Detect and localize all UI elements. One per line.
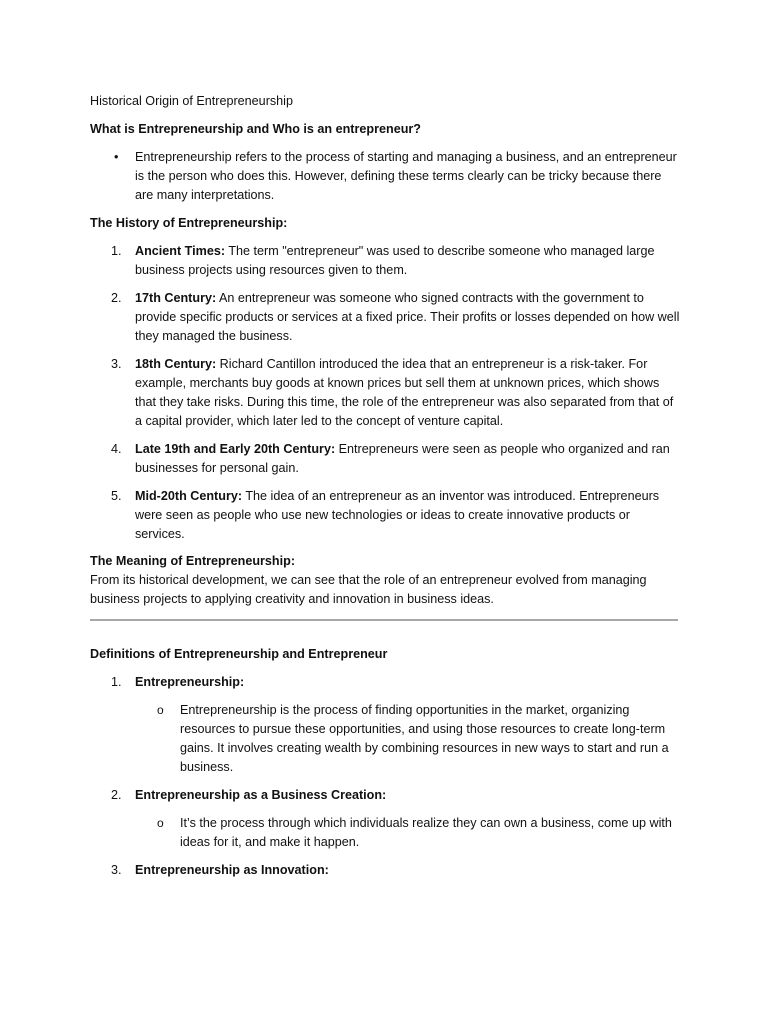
list-item	[90, 242, 680, 280]
list-number: 1.	[111, 675, 122, 689]
list-item	[90, 861, 680, 880]
list-item	[90, 786, 680, 852]
list-item	[135, 814, 680, 852]
bullet-icon: •	[114, 150, 119, 164]
circle-bullet-icon: o	[157, 703, 164, 717]
list-item	[135, 701, 680, 777]
history-item-text: The idea of an entrepreneur as an inventor was introduced. Entrepreneurs were seen as people who use new technologies or ideas to create innovative products or services.	[135, 489, 660, 541]
list-number: 1.	[111, 244, 122, 258]
list-number: 3.	[111, 357, 122, 371]
history-list	[90, 242, 680, 544]
document-page	[90, 92, 680, 889]
definition-item-label: Entrepreneurship as a Business Creation:	[135, 788, 387, 802]
horizontal-divider	[90, 619, 678, 621]
history-item-text: An entrepreneur was someone who signed contracts with the government to provide specific products or services at a fixed price. Their profits or losses depended on how well they managed the business.	[135, 291, 680, 343]
history-item-label: 18th Century:	[135, 357, 217, 371]
definition-item-label: Entrepreneurship:	[135, 675, 245, 689]
circle-bullet-icon: o	[157, 816, 164, 830]
definition-sub-list	[135, 814, 680, 852]
history-item-label: 17th Century:	[135, 291, 217, 305]
list-item	[90, 440, 680, 478]
history-item-text: Richard Cantillon introduced the idea that an entrepreneur is a risk-taker. For example, merchants buy goods at known prices but sell them at unknown prices, which shows that they take risks. During this time, the role of the entrepreneur was also separated from that of a capital provider, which later led to the concept of venture capital.	[135, 357, 674, 428]
definition-sub-text: It’s the process through which individuals realize they can own a business, come up with ideas for it, and make it happen.	[180, 816, 672, 849]
definition-sub-text: Entrepreneurship is the process of finding opportunities in the market, organizing resources to pursue these opportunities, and using those resources to create long-term gains. It involves creating wealth by combining resources in new ways to start and run a business.	[180, 703, 669, 774]
list-number: 4.	[111, 442, 122, 456]
list-number: 5.	[111, 489, 122, 503]
history-item-label: Mid-20th Century:	[135, 489, 243, 503]
what-bullet-text: Entrepreneurship refers to the process of starting and managing a business, and an entrepreneur is the person who does this. However, defining these terms clearly can be tricky because there are many interpretations.	[135, 150, 677, 202]
list-number: 2.	[111, 291, 122, 305]
list-item	[90, 289, 680, 346]
history-heading: The History of Entrepreneurship:	[90, 216, 288, 230]
meaning-text: From its historical development, we can see that the role of an entrepreneur evolved from managing business projects to applying creativity and innovation in business ideas.	[90, 573, 647, 606]
definitions-list	[90, 673, 680, 880]
list-item	[90, 148, 680, 205]
definition-item-label: Entrepreneurship as Innovation:	[135, 863, 329, 877]
meaning-heading: The Meaning of Entrepreneurship:	[90, 554, 296, 568]
list-item	[90, 355, 680, 431]
what-heading: What is Entrepreneurship and Who is an entrepreneur?	[90, 122, 421, 136]
definition-sub-list	[135, 701, 680, 777]
history-item-label: Late 19th and Early 20th Century:	[135, 442, 336, 456]
history-item-text: The term "entrepreneur" was used to describe someone who managed large business projects using resources given to them.	[135, 244, 655, 277]
list-item	[90, 673, 680, 777]
history-item-text: Entrepreneurs were seen as people who organized and ran businesses for personal gain.	[135, 442, 670, 475]
definitions-heading: Definitions of Entrepreneurship and Entrepreneur	[90, 647, 388, 661]
history-item-label: Ancient Times:	[135, 244, 226, 258]
list-number: 2.	[111, 788, 122, 802]
list-item	[90, 487, 680, 544]
document-title: Historical Origin of Entrepreneurship	[90, 94, 293, 108]
what-bullet-list	[90, 148, 680, 205]
list-number: 3.	[111, 863, 122, 877]
